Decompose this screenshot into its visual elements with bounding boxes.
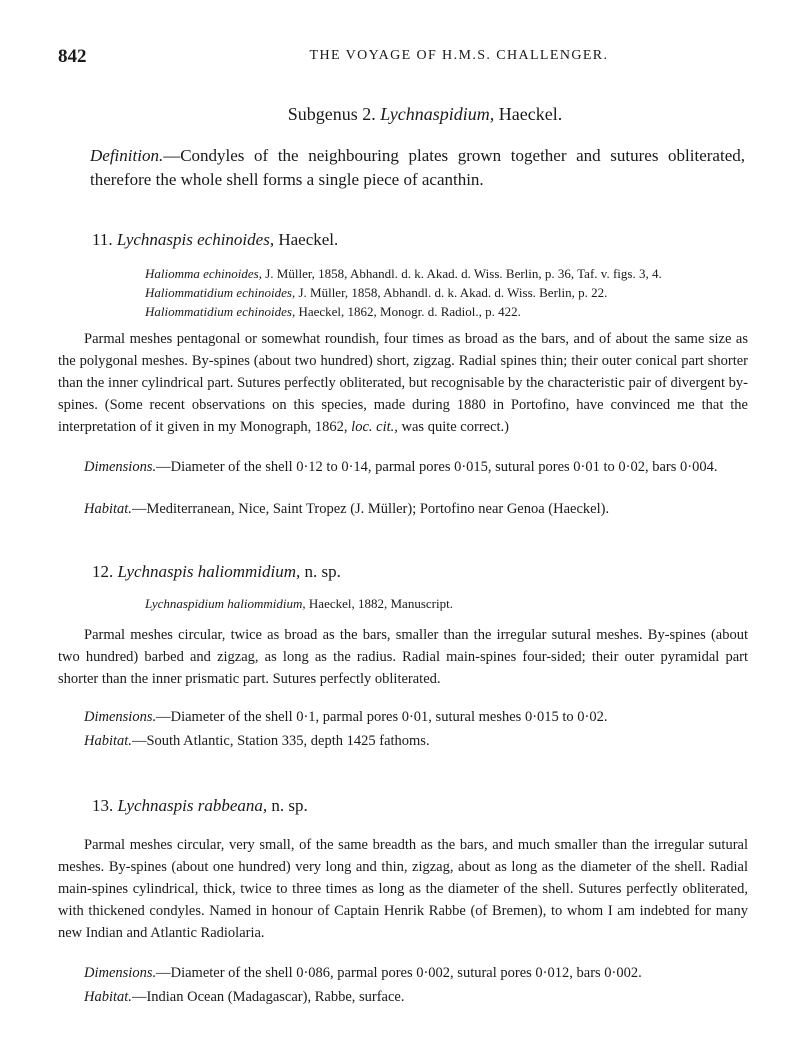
description-text: Parmal meshes circular, twice as broad as the bars, smaller than the irregular sutural meshes. By-spines (about two hundred) barbed and zigzag, as long as the radius. Radial main-spines four-sided; their outer pyramidal part shorter than the inner prismatic part. Sutures perfectly obliterated. — [58, 627, 748, 687]
synonym-line — [145, 302, 755, 321]
species-12-habitat — [58, 730, 748, 752]
species-author: n. sp. — [304, 562, 341, 581]
species-name: Lychnaspis echinoides, — [116, 230, 275, 249]
species-13-habitat — [58, 986, 748, 1008]
species-name: Lychnaspis haliommidium, — [117, 562, 301, 581]
species-11-habitat — [58, 498, 748, 520]
dimensions-text: —Diameter of the shell 0·1, parmal pores 0·01, sutural meshes 0·015 to 0·02. — [156, 709, 608, 725]
definition-paragraph — [90, 144, 745, 192]
page-number: 842 — [58, 46, 87, 67]
subgenus-prefix: Subgenus 2. — [287, 104, 376, 124]
definition-label: Definition. — [90, 146, 164, 165]
page-header — [58, 46, 760, 70]
habitat-label: Habitat. — [84, 989, 132, 1005]
synonym-line — [145, 594, 755, 613]
synonym-name: Haliommatidium echinoides, — [145, 304, 296, 319]
synonym-ref: Haeckel, 1882, Manuscript. — [308, 596, 453, 611]
species-12-title — [92, 562, 341, 582]
species-number: 12. — [92, 562, 114, 581]
dimensions-text: —Diameter of the shell 0·12 to 0·14, parmal pores 0·015, sutural pores 0·01 to 0·02, bars 0·004. — [156, 459, 718, 475]
species-11-synonyms — [145, 264, 755, 321]
description-citation: loc. cit., — [351, 419, 398, 435]
habitat-label: Habitat. — [84, 733, 132, 749]
description-text: Parmal meshes circular, very small, of the same breadth as the bars, and much smaller than the irregular sutural meshes. By-spines (about one hundred) very long and thin, zigzag, about as long as the diameter of the shell. Radial main-spines cylindrical, thick, twice to three times as long as the diameter of the shell. Sutures perfectly obliterated, with thickened condyles. Named in honour of Captain Henrik Rabbe (of Bremen), to whom I am indebted for many new Indian and Atlantic Radiolaria. — [58, 837, 748, 941]
species-13-description — [58, 834, 748, 944]
species-11-title — [92, 230, 338, 250]
species-13-dimensions — [58, 962, 748, 984]
synonym-name: Haliomma echinoides, — [145, 266, 262, 281]
description-text-end: was quite correct.) — [401, 419, 510, 435]
species-author: n. sp. — [271, 796, 308, 815]
dimensions-text: —Diameter of the shell 0·086, parmal pores 0·002, sutural pores 0·012, bars 0·002. — [156, 965, 642, 981]
dimensions-label: Dimensions. — [84, 965, 157, 981]
species-name: Lychnaspis rabbeana, — [117, 796, 268, 815]
subgenus-author: Haeckel. — [498, 104, 563, 124]
habitat-text: —South Atlantic, Station 335, depth 1425 fathoms. — [131, 733, 430, 749]
species-13-title — [92, 796, 308, 816]
dimensions-label: Dimensions. — [84, 709, 157, 725]
species-number: 11. — [92, 230, 113, 249]
species-12-description — [58, 624, 748, 690]
synonym-name: Lychnaspidium haliommidium, — [145, 596, 306, 611]
subgenus-heading — [0, 104, 800, 125]
habitat-text: —Indian Ocean (Madagascar), Rabbe, surface. — [131, 989, 405, 1005]
subgenus-name: Lychnaspidium, — [380, 104, 495, 124]
species-11-description — [58, 328, 748, 438]
synonym-ref: Haeckel, 1862, Monogr. d. Radiol., p. 422. — [298, 304, 521, 319]
synonym-line — [145, 283, 755, 302]
species-number: 13. — [92, 796, 114, 815]
habitat-text: —Mediterranean, Nice, Saint Tropez (J. Müller); Portofino near Genoa (Haeckel). — [131, 501, 610, 517]
synonym-ref: J. Müller, 1858, Abhandl. d. k. Akad. d. Wiss. Berlin, p. 22. — [298, 285, 608, 300]
synonym-name: Haliommatidium echinoides, — [145, 285, 296, 300]
species-12-synonyms — [145, 594, 755, 613]
description-text: Parmal meshes pentagonal or somewhat roundish, four times as broad as the bars, and of about the same size as the polygonal meshes. By-spines (about two hundred) short, zigzag. Radial spines thin; their outer conical part shorter than the inner cylindrical part. Sutures perfectly obliterated, but recognisable by the characteristic pair of divergent by-spines. (Some recent observations on this species, made during 1880 in Portofino, have convinced me that the interpretation of it given in my Monograph, 1862, — [58, 331, 748, 435]
species-12-dimensions — [58, 706, 748, 728]
habitat-label: Habitat. — [84, 501, 132, 517]
definition-text: —Condyles of the neighbouring plates grown together and sutures obliterated, therefore the whole shell forms a single piece of acanthin. — [90, 146, 745, 189]
synonym-line — [145, 264, 755, 283]
synonym-ref: J. Müller, 1858, Abhandl. d. k. Akad. d. Wiss. Berlin, p. 36, Taf. v. figs. 3, 4. — [265, 266, 662, 281]
dimensions-label: Dimensions. — [84, 459, 157, 475]
species-author: Haeckel. — [278, 230, 339, 249]
species-11-dimensions — [58, 456, 748, 478]
running-head: THE VOYAGE OF H.M.S. CHALLENGER. — [309, 48, 609, 63]
